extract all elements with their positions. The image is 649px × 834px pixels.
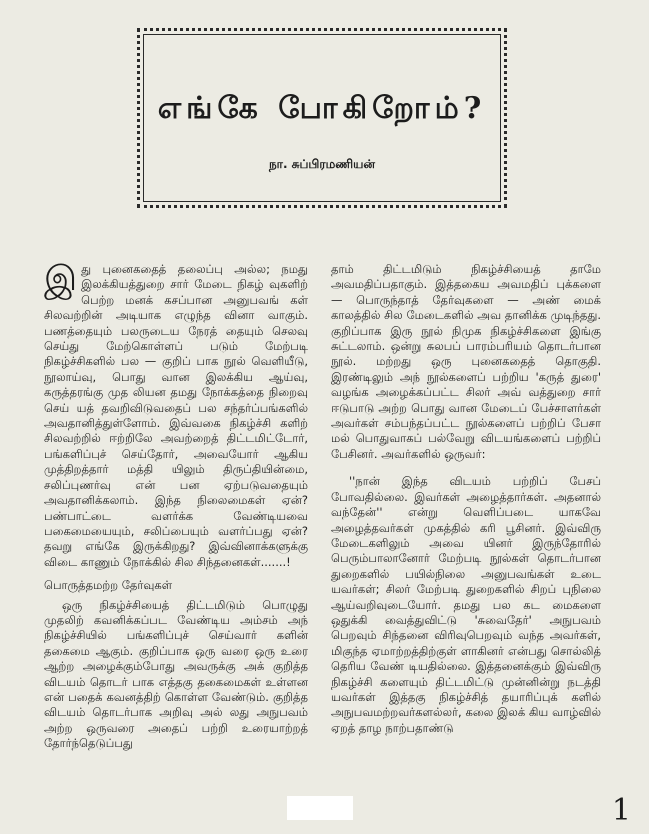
right-column [331, 262, 601, 736]
page-number: 1 [611, 793, 631, 828]
body-paragraph: ஒரு நிகழ்ச்சியைத் திட்டமிடும் பொழுது முதலிற் கவனிக்கப்பட வேண்டிய அம்சம் அந் நிகழ்ச்சியில் பங்களிப்புச் செய்வார் களின் தகைமை ஆகும். குறிப்பாக ஒரு வரை ஒரு உரை ஆற்ற அழைக்கும்போது அவருக்கு அக் குறித்த விடயம் தொடர் பாக எத்தகு தகைமைகள் உள்ளன என் பதைக் கவனத்திற் கொள்ள வேண்டும். குறித்த விடயம் தொடர்பாக அறிவு அல் லது அநுபவம் அற்ற ஒருவரை அதைப் பற்றி உரையாற்றத் தோர்ந்தெடுப்பது [44, 597, 308, 751]
body-paragraph: தாம் திட்டமிடும் நிகழ்ச்சியைத் தாமே அவமதிப்பதாகும். இத்தகைய அவமதிப் புக்களை — பொருந்தாத் தேர்வுகளை — அண் மைக் காலத்தில் சில மேடைகளில் அவ தானிக்க முடிந்தது. குறிப்பாக இரு நூல் நிமுக நிகழ்ச்சிகளை இங்கு சுட்டலாம். ஒன்று சுலபப் பாரம்பரியம் தொடர்பான நூல். மற்றது ஒரு புனைகதைத் தொகுதி. இரண்டிலும் அந் நூல்களைப் பற்றிய 'கருத் துரை' வழங்க அழைக்கப்பட்ட சிலர் அவ் வத்துறை சார் ஈடுபாடு அற்ற பொது வான மேடைப் பேச்சாளர்கள் அவர்கள் சம்பந்தப்பட்ட நூல்களைப் பற்றிப் பேசா மல் பொதுவாகப் பல்வேறு விடயங்களைப் பற்றிப் பேசினர். அவர்களில் ஒருவர்: [331, 262, 601, 461]
blank-label-patch [287, 796, 353, 820]
author-name: நா. சுப்பிரமணியன் [268, 157, 376, 171]
paragraph-gap [331, 462, 601, 474]
intro-text: து புனைகதைத் தலைப்பு அல்ல; நமது இலக்கியத்துறை சார் மேடை நிகழ் வுகளிற் பெற்ற மனக் கசப்பான அனுபவங் கள் சிலவற்றின் அடியாக எழுந்த வினா வாகும். பணத்தையும் பலருடைய நேரத் தையும் செலவு செய்து மேற்கொள்ளப் படும் மேற்படி நிகழ்ச்சிகளில் பல — குறிப் பாக நூல் வெளியீடு, நூலாய்வு, பொது வான இலக்கிய ஆய்வு, கருத்தரங்கு முத லியன தமது நோக்கத்தை நிறைவு செய் யத் தவறிவிடுவதைப் பல சந்தர்ப்பங்களில் அவதானித்துள்ளோம். இவ்வகை நிகழ்ச்சி களிற் சிலவற்றில் ஈற்றிலே அவற்றைத் திட்டமிட்டோர், பங்களிப்புச் செய்தோர், அவையோர் ஆகிய முத்திறத்தார் மத்தி யிலும் திருப்தியின்மை, சலிப்புணர்வு என் பன ஏற்படுவதையும் அவதானிக்கலாம். இந்த நிலைமைகள் ஏன்? பண்பாட்டை வளர்க்க வேண்டியவை பகைமையையும், சலிப்பையும் வளர்ப்பது ஏன்? தவறு எங்கே இருக்கிறது? இவ்வினாக்களுக்கு விடை காணும் நோக்கில் சில சிந்தனைகள்.......! [44, 262, 308, 569]
left-column [44, 259, 308, 752]
article-title: எங்கே போகிறோம்? [157, 91, 487, 126]
intro-paragraph [44, 259, 308, 570]
quote-paragraph: ''நான் இந்த விடயம் பற்றிப் பேசப் போவதில்லை. இவர்கள் அழைத்தார்கள். அதனால் வந்தேன்'' என்று வெளிப்படை யாகவே அழைத்தவர்கள் முகத்தில் கரி பூசினர். இவ்விரு மேடைகளிலும் அவை யினர் இருந்தோரில் பெரும்பாலானோர் மேற்படி நூல்கள் தொடர்பான துறைகளில் பயில்நிலை அனுபவங்கள் உடை யவர்கள்; சிலர் மேற்படி துறைகளில் சிறப் புநிலை ஆய்வறிவுடையோர். தமது பல கட மைகளை ஒதுக்கி வைத்துவிட்டு 'சுவைதேர்' அநுபவம் பெறவும் சிந்தனை விரிவுபெறவும் வந்த அவர்கள், மிகுந்த ஏமாற்றத்திற்குள் ளாகினர் என்பது சொல்லித் தெரிய வேண் டியதில்லை. இத்தனைக்கும் இவ்விரு நிகழ்ச்சி களையும் திட்டமிட்டு முன்னின்று நடத்தி யவர்கள் இத்தகு நிகழ்ச்சித் தயாரிப்புக் களில் அநுபவமற்றவர்களல்லர், கலை இலக் கிய வாழ்வில் ஏறத் தாழ நாற்பதாண்டு [331, 474, 601, 735]
drop-cap: இ [44, 259, 78, 299]
title-box [137, 28, 507, 208]
section-subheading: பொருத்தமற்ற தேர்வுகள் [44, 578, 173, 593]
